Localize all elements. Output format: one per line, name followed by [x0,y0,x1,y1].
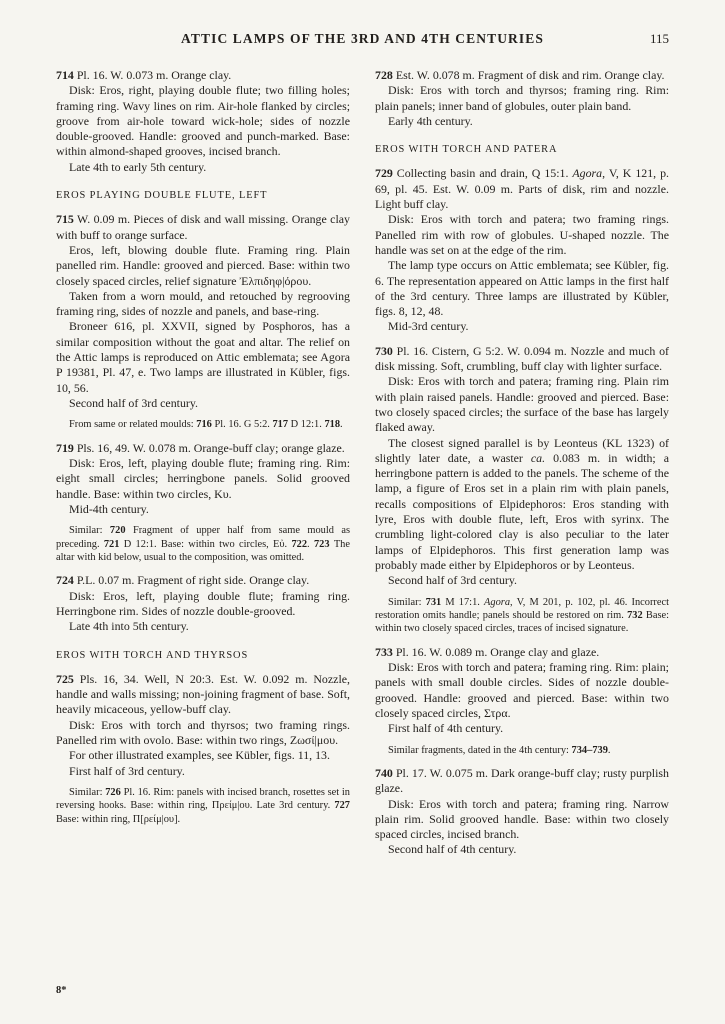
page-number: 115 [649,31,669,46]
catalog-paragraph: Disk: Eros with torch and thyrsos; framing ring. Rim: plain panels; inner band of globules, outer plain band. [375,83,669,113]
catalog-paragraph: Disk: Eros, left, playing double flute; framing ring. Rim: eight small circles; herringbone panels. Solid grooved handle. Base: within two circles, Κυ. [56,455,350,501]
catalog-paragraph: Second half of 3rd century. [388,573,517,588]
section-heading: EROS WITH TORCH AND PATERA [375,144,558,156]
catalog-note: From same or related moulds: 716 Pl. 16. G 5:2. 717 D 12:1. 718. [69,419,343,431]
catalog-paragraph: Disk: Eros with torch and patera; framing ring. Narrow plain rim. Solid grooved handle. Base: within two closely spaced circles, incised branch. [375,796,669,842]
signature-mark: 8* [56,985,67,996]
section-heading: EROS WITH TORCH AND THYRSOS [56,649,249,661]
catalog-paragraph: 724 P.L. 0.07 m. Fragment of right side. Orange clay. [56,573,310,588]
catalog-paragraph: 719 Pls. 16, 49. W. 0.078 m. Orange-buff clay; orange glaze. [56,440,345,455]
catalog-paragraph: Early 4th century. [388,113,473,128]
catalog-paragraph: 714 Pl. 16. W. 0.073 m. Orange clay. [56,68,232,82]
catalog-note: Similar: 726 Pl. 16. Rim: panels with incised branch, rosettes set in reversing hooks. Base: within ring, Πρείμ|ου. Late 3rd century. 727 Base: within ring, Π[ρείμ|ου]. [56,786,351,825]
catalog-paragraph: Eros, left, blowing double flute. Framing ring. Plain panelled rim. Handle: grooved and pierced. Base: within two closely spaced circles, relief signature Ἐλπιδηφ|όρου. [56,242,350,288]
section-heading: EROS PLAYING DOUBLE FLUTE, LEFT [56,190,268,202]
catalog-paragraph: 733 Pl. 16. W. 0.089 m. Orange clay and glaze. [375,644,600,659]
catalog-paragraph: 725 Pls. 16, 34. Well, N 20:3. Est. W. 0.092 m. Nozzle, handle and walls missing; non-joining fragment of base. Soft, heavily micaceous, yellow-buff clay. [56,671,350,717]
catalog-paragraph: 729 Collecting basin and drain, Q 15:1. Agora, V, K 121, p. 69, pl. 45. Est. W. 0.09 m. Parts of disk, rim and nozzle. Light buff clay. [375,166,669,212]
right-column [375,68,669,858]
catalog-note: Similar fragments, dated in the 4th century: 734–739. [388,744,611,756]
catalog-paragraph: Disk: Eros, right, playing double flute; two filling holes; framing ring. Wavy lines on rim. Air-hole flanked by circles; groove from air-hole toward wick-hole; sides of nozzle double-grooved. Handle: grooved and punch-marked. Base: within almond-shaped grooves, incised branch. [56,83,350,159]
text-columns [56,68,669,858]
page-header [56,30,669,48]
catalog-paragraph: 730 Pl. 16. Cistern, G 5:2. W. 0.094 m. Nozzle and much of disk missing. Soft, crumbling, buff clay with lighter surface. [375,343,669,374]
catalog-paragraph: Disk: Eros with torch and patera; two framing rings. Panelled rim with row of globules. U-shaped nozzle. The handle was set on at the edge of the rim. [375,212,669,257]
catalog-paragraph: Disk: Eros, left, playing double flute; framing ring. Herringbone rim. Sides of nozzle double-grooved. [56,588,350,618]
catalog-note: Similar: 731 M 17:1. Agora, V, M 201, p. 102, pl. 46. Incorrect restoration omits handle; panels should be restored on rim. 732 Base: within two closely spaced circles, traces of incised signature. [375,596,670,635]
catalog-paragraph: Disk: Eros with torch and patera; framing ring. Rim: plain; panels with small double circles. Sides of nozzle double-grooved. Handle: grooved and pierced. Base: within two closely spaced circles, Στρα. [375,660,669,720]
catalog-note: Similar: 720 Fragment of upper half from same mould as preceding. 721 D 12:1. Base: within two circles, Εὐ. 722. 723 The altar with kid below, usual to the composition, was omitted. [56,525,350,563]
left-column [56,68,350,858]
catalog-paragraph: Second half of 4th century. [388,842,517,857]
running-head-title: ATTIC LAMPS OF THE 3RD AND 4TH CENTURIES [181,31,544,46]
catalog-paragraph: First half of 3rd century. [69,763,185,778]
catalog-paragraph: Disk: Eros with torch and thyrsos; two framing rings. Panelled rim with ovolo. Base: within two rings, Ζωσί|μου. [56,717,350,748]
catalog-paragraph: 740 Pl. 17. W. 0.075 m. Dark orange-buff clay; rusty purplish glaze. [375,765,669,796]
catalog-paragraph: Disk: Eros with torch and patera; framing ring. Plain rim with plain raised panels. Handle: grooved and pierced. Base: two closely spaced circles; the surface of the base has largely flaked away. [375,374,669,435]
catalog-paragraph: 715 W. 0.09 m. Pieces of disk and wall missing. Orange clay with buff to orange surface. [56,212,350,242]
catalog-paragraph: Late 4th to early 5th century. [69,159,207,174]
catalog-paragraph: Mid-4th century. [69,501,149,516]
catalog-paragraph: The lamp type occurs on Attic emblemata; see Kübler, fig. 6. The representation appeared on Attic lamps in the first half of the 3rd century. Three lamps are illustrated by Kübler, figs. 8, 12, 48. [375,258,669,319]
catalog-paragraph: 728 Est. W. 0.078 m. Fragment of disk and rim. Orange clay. [375,68,665,82]
catalog-paragraph: For other illustrated examples, see Kübler, figs. 11, 13. [69,748,330,763]
catalog-paragraph: Broneer 616, pl. XXVII, signed by Posphoros, has a similar composition without the goat and altar. The relief on the Attic lamps is reproduced on Attic emblemata; see Agora P 19381, Pl. 47, e. Two lamps are illustrated in Kübler, figs. 10, 56. [56,319,350,395]
catalog-paragraph: The closest signed parallel is by Leonteus (KL 1323) of slightly later date, a waster ca. 0.083 m. in width; a herringbone pattern is added to the panels. The scheme of the lamp, a figure of Eros set in a plain rim with plain panels, recalls compositions of Elpidephoros: Eros standing with lyre, Eros with double flute, left, Eros with syrinx. The crumbling light-colored clay is also peculiar to the later lamps of Elpidephoros. This first generation lamp was probably made either by Elpidephoros or by Leonteus. [375,435,669,572]
catalog-paragraph: First half of 4th century. [388,721,504,736]
catalog-paragraph: Late 4th into 5th century. [69,619,189,634]
catalog-paragraph: Taken from a worn mould, and retouched by regrooving framing ring, sides of nozzle and panels, and base-ring. [56,288,350,319]
catalog-paragraph: Mid-3rd century. [388,319,469,334]
catalog-paragraph: Second half of 3rd century. [69,395,198,410]
